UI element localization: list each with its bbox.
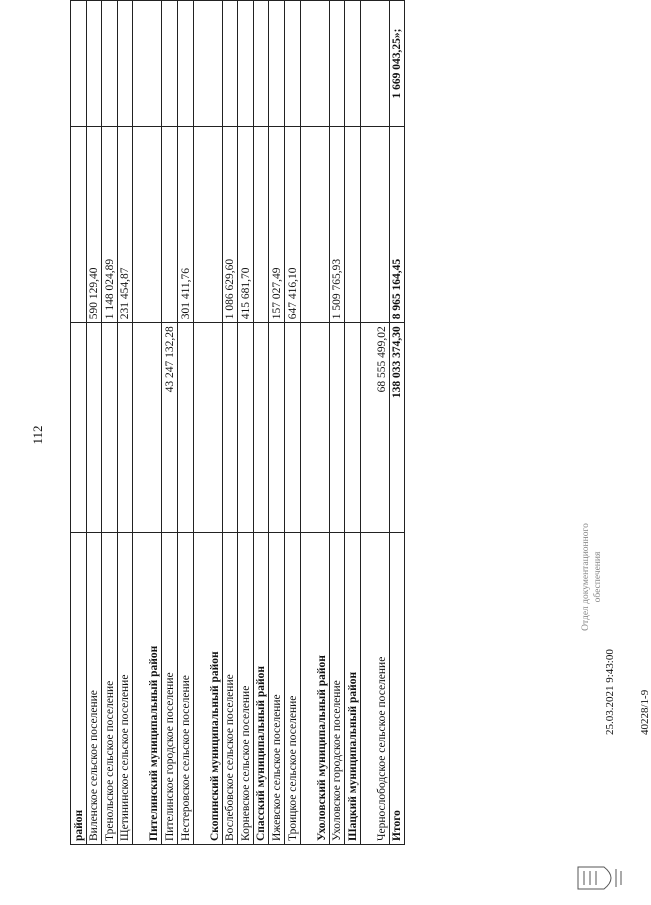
row-value-col4	[162, 1, 178, 127]
row-value-col3	[360, 127, 389, 323]
row-name-cell: Ухоловский муниципальный район	[300, 532, 329, 844]
row-value-col4	[86, 1, 102, 127]
row-value-col4	[345, 1, 361, 127]
row-value-col4	[177, 1, 193, 127]
row-name-cell: Ижевское сельское поселение	[269, 532, 285, 844]
row-value-col3: 1 509 765,93	[329, 127, 345, 323]
budget-table-body	[71, 1, 405, 845]
row-value-col3: 157 027,49	[269, 127, 285, 323]
row-value-col3: 231 454,87	[117, 127, 133, 323]
table-row	[269, 1, 285, 845]
row-value-col3	[300, 127, 329, 323]
table-row	[133, 1, 162, 845]
table-row	[117, 1, 133, 845]
row-value-col2	[329, 323, 345, 532]
row-name-cell: Ухоловское городское поселение	[329, 532, 345, 844]
row-value-col3	[253, 127, 269, 323]
table-row	[71, 1, 87, 845]
department-stamp	[580, 507, 604, 647]
row-value-col3: 8 965 164,45	[389, 127, 405, 323]
stamp-line-2: обеспечения	[593, 551, 603, 603]
table-row	[162, 1, 178, 845]
table-row	[222, 1, 238, 845]
row-value-col4	[222, 1, 238, 127]
table-row	[345, 1, 361, 845]
row-value-col4	[133, 1, 162, 127]
row-value-col3: 590 129,40	[86, 127, 102, 323]
row-value-col3: 301 411,76	[177, 127, 193, 323]
table-row	[193, 1, 222, 845]
table-row	[177, 1, 193, 845]
stamp-line-1: Отдел документационного	[581, 523, 591, 631]
row-value-col3	[133, 127, 162, 323]
row-value-col2	[284, 323, 300, 532]
row-value-col4	[117, 1, 133, 127]
footer-timestamp: 25.03.2021 9:43:00	[604, 649, 616, 735]
row-name-cell: район	[71, 532, 87, 844]
row-name-cell: Спасский муниципальный район	[253, 532, 269, 844]
row-name-cell: Щетининское сельское поселение	[117, 532, 133, 844]
row-value-col3	[345, 127, 361, 323]
row-value-col4	[193, 1, 222, 127]
row-value-col3: 415 681,70	[238, 127, 254, 323]
row-name-cell: Вослебовское сельское поселение	[222, 532, 238, 844]
emblem-icon	[574, 861, 626, 895]
table-row	[389, 1, 405, 845]
row-value-col2: 138 033 374,30	[389, 323, 405, 532]
row-value-col4	[71, 1, 87, 127]
row-name-cell: Пителинский муниципальный район	[133, 532, 162, 844]
row-value-col3	[71, 127, 87, 323]
row-value-col2	[193, 323, 222, 532]
row-value-col2	[102, 323, 118, 532]
row-value-col2	[253, 323, 269, 532]
row-value-col3	[162, 127, 178, 323]
row-value-col4	[300, 1, 329, 127]
row-name-cell: Нестеровское сельское поселение	[177, 532, 193, 844]
row-value-col2	[269, 323, 285, 532]
table-row	[300, 1, 329, 845]
row-value-col2	[300, 323, 329, 532]
row-value-col4	[238, 1, 254, 127]
row-value-col2	[86, 323, 102, 532]
page-number: 112	[30, 425, 45, 445]
row-value-col3	[193, 127, 222, 323]
row-name-cell: Чернослободское сельское поселение	[360, 532, 389, 844]
row-value-col4: 1 669 043,25»;	[389, 1, 405, 127]
row-value-col2	[133, 323, 162, 532]
table-row	[238, 1, 254, 845]
row-value-col4	[253, 1, 269, 127]
row-name-cell: Виленское сельское поселение	[86, 532, 102, 844]
row-value-col3: 1 086 629,60	[222, 127, 238, 323]
row-value-col4	[269, 1, 285, 127]
row-value-col4	[360, 1, 389, 127]
row-name-cell: Итого	[389, 532, 405, 844]
row-value-col2	[238, 323, 254, 532]
row-name-cell: Троицкое сельское поселение	[284, 532, 300, 844]
row-name-cell: Корневское сельское поселение	[238, 532, 254, 844]
row-value-col2	[71, 323, 87, 532]
budget-table	[70, 0, 405, 845]
row-name-cell: Пителинское городское поселение	[162, 532, 178, 844]
row-name-cell: Тренольское сельское поселение	[102, 532, 118, 844]
table-row	[284, 1, 300, 845]
table-row	[329, 1, 345, 845]
table-row	[360, 1, 389, 845]
footer-doc-id: 40228/1-9	[639, 689, 651, 735]
row-value-col2	[177, 323, 193, 532]
row-value-col2	[117, 323, 133, 532]
row-value-col3: 647 416,10	[284, 127, 300, 323]
row-value-col2	[222, 323, 238, 532]
table-row	[86, 1, 102, 845]
table-row	[253, 1, 269, 845]
row-value-col2	[345, 323, 361, 532]
row-value-col4	[284, 1, 300, 127]
row-value-col2: 68 555 499,02	[360, 323, 389, 532]
row-value-col4	[102, 1, 118, 127]
table-row	[102, 1, 118, 845]
row-value-col3: 1 148 024,89	[102, 127, 118, 323]
row-name-cell: Скопинский муниципальный район	[193, 532, 222, 844]
row-value-col2: 43 247 132,28	[162, 323, 178, 532]
row-name-cell: Шацкий муниципальный район	[345, 532, 361, 844]
row-value-col4	[329, 1, 345, 127]
